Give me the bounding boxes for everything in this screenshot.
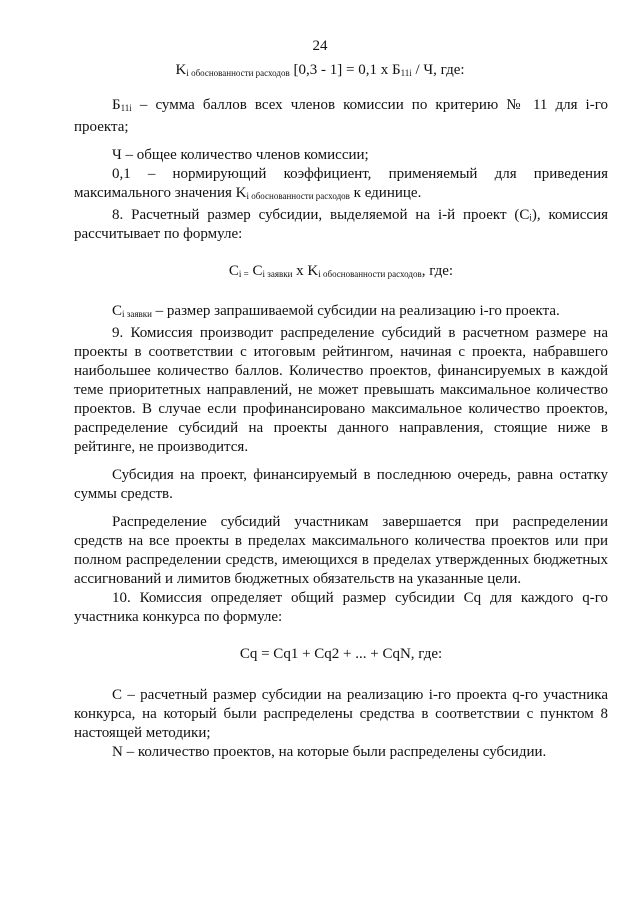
formula-b-subscript: 11i	[400, 68, 412, 78]
formula-k-obosnovannosti	[0, 62, 640, 79]
formula-ci-mid: х K	[292, 263, 319, 279]
paragraph-last-project: Субсидия на проект, финансируемый в последнюю очередь, равна остатку суммы средств.	[74, 467, 608, 502]
formula-ci-k-subscript: i обоснованности расходов	[318, 269, 422, 279]
page-number: 24	[312, 38, 328, 54]
definition-n: N – количество проектов, на которые были распределены субсидии.	[112, 744, 547, 760]
formula-ci-c: C	[228, 263, 239, 279]
definition-coefficient	[74, 165, 608, 206]
formula-k-symbol: K	[175, 62, 187, 78]
formula-cq: Cq = Cq1 + Cq2 + ... + CqN, где:	[239, 646, 443, 662]
formula-k-subscript: i обоснованности расходов	[186, 68, 290, 78]
definition-b11	[74, 96, 608, 137]
definition-ci-zayavki	[74, 302, 608, 324]
definition-coefficient-text-a: 0,1 – нормирующий коэффициент, применяемый для приведения максимального значения K	[74, 166, 608, 201]
definition-b11-symbol: Б	[112, 97, 121, 113]
formula-ci-end: , где:	[421, 263, 454, 279]
item-9: 9. Комиссия производит распределение субсидий в расчетном размере на проекты в соответствии с итоговым рейтингом, начиная с проекта, набравшего наибольшее количество баллов. Количество проектов, финансируемых в каждой теме приоритетных направлений, не может превышать максимальное количество проектов. В случае если профинансировано максимальное количество проектов, распределение субсидий на проекты данного направления, стоящие ниже в рейтинге, не производится.	[74, 325, 608, 455]
item-10: 10. Комиссия определяет общий размер субсидии Cq для каждого q-го участника конкурса по формуле:	[74, 590, 608, 625]
formula-ci	[74, 262, 608, 284]
definition-ch: Ч – общее количество членов комиссии;	[112, 147, 369, 163]
formula-ci-c2: C	[248, 263, 263, 279]
document-body	[74, 96, 608, 762]
definition-ci-subscript: i заявки	[122, 309, 152, 319]
definition-ci-symbol: C	[112, 303, 123, 319]
definition-b11-subscript: 11i	[120, 103, 132, 113]
definition-coefficient-subscript: i обоснованности расходов	[246, 191, 350, 201]
definition-coefficient-text-b: к единице.	[349, 185, 422, 201]
definition-ci-text: – размер запрашиваемой субсидии на реализацию i-го проекта.	[151, 303, 560, 319]
item-8: 8. Расчетный размер субсидии, выделяемой на i-й проект (Cᵢ), комиссия рассчитывает по формуле:	[74, 207, 608, 242]
paragraph-distribution-finish: Распределение субсидий участникам завершается при распределении средств на все проекты в пределах максимального количества проектов или при полном распределении средств, имеющихся в пределах утвержденных бюджетных ассигнований и лимитов бюджетных обязательств на указанные цели.	[74, 514, 608, 587]
formula-k-rest-a: [0,3 - 1] = 0,1 х Б	[289, 62, 401, 78]
formula-ci-c2-subscript: i заявки	[262, 269, 293, 279]
definition-c: C – расчетный размер субсидии на реализацию i-го проекта q-го участника конкурса, на который были распределены средства в соответствии с пунктом 8 настоящей методики;	[74, 687, 608, 741]
definition-b11-text: – сумма баллов всех членов комиссии по критерию № 11 для i-го проекта;	[74, 97, 608, 135]
formula-k-rest-b: / Ч, где:	[411, 62, 465, 78]
formula-ci-c-subscript: i =	[238, 269, 249, 279]
